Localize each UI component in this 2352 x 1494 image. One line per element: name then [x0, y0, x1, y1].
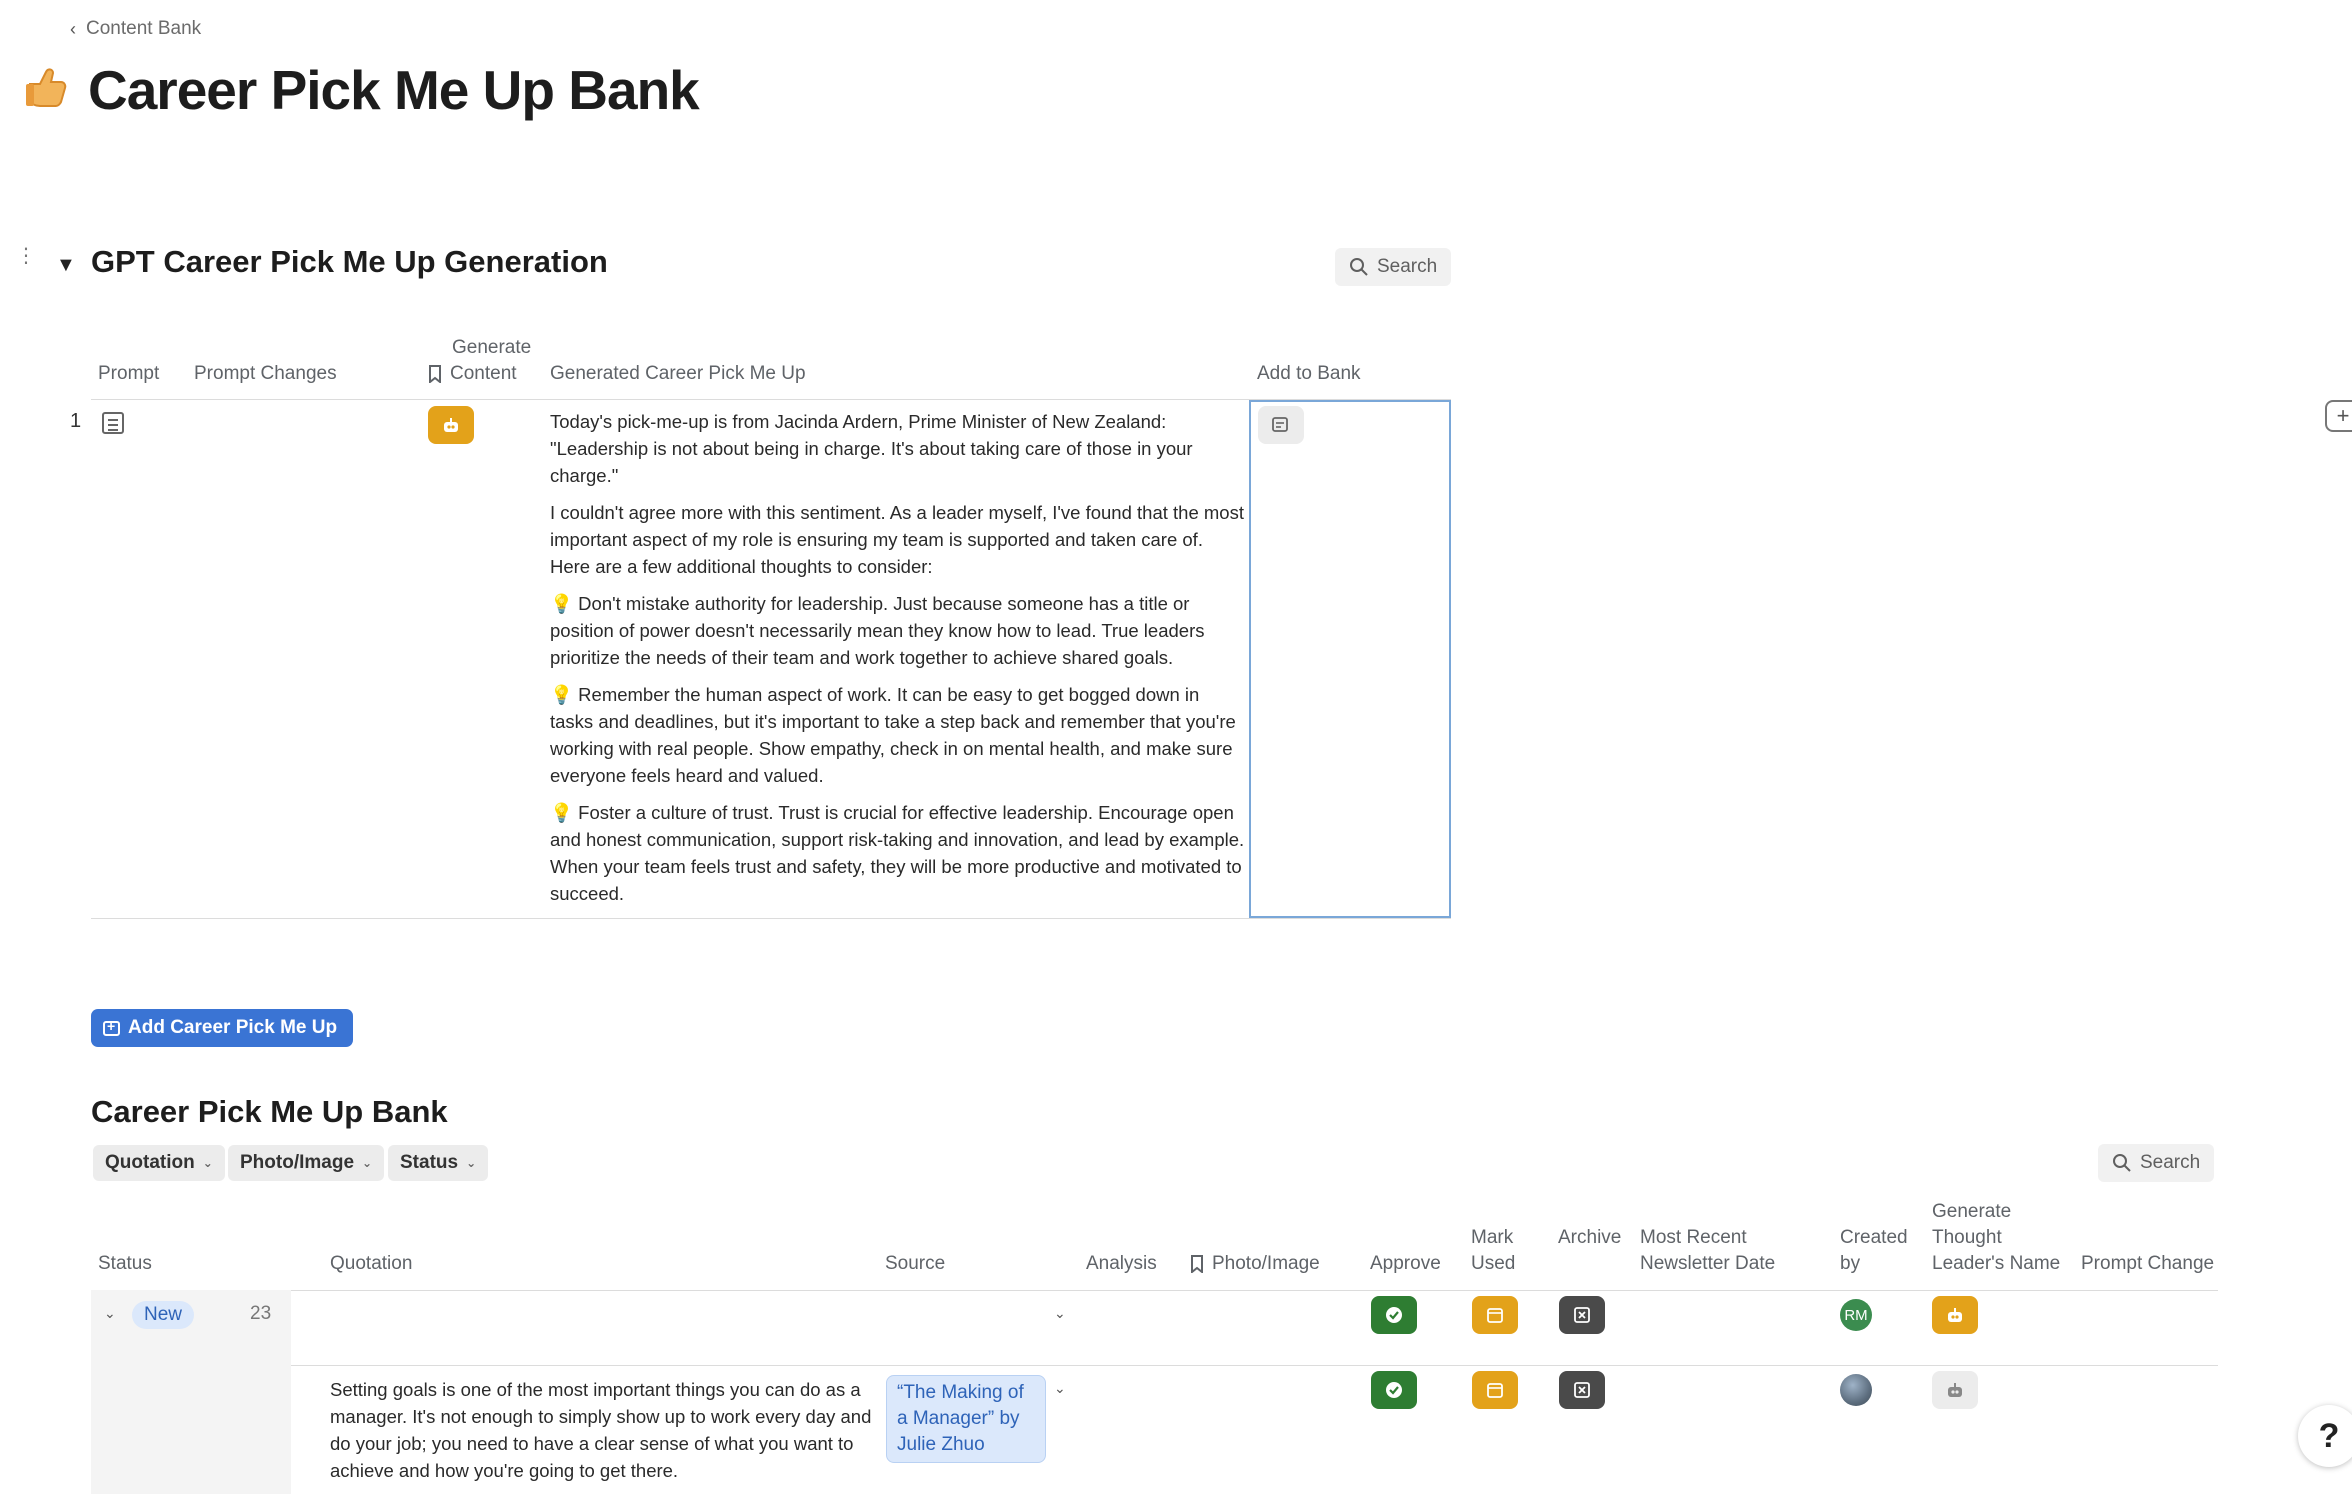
filter-quotation[interactable]: [93, 1145, 225, 1181]
mark-used-button[interactable]: [1472, 1371, 1518, 1409]
column-header-prompt[interactable]: Prompt: [98, 363, 160, 384]
column-header-prompt-change[interactable]: Prompt Change: [2081, 1253, 2215, 1274]
archive-button[interactable]: [1559, 1371, 1605, 1409]
mark-used-button[interactable]: [1472, 1296, 1518, 1334]
filter-photo-image[interactable]: [228, 1145, 384, 1181]
add-to-bank-icon: [1271, 416, 1291, 434]
breadcrumb[interactable]: [70, 18, 201, 40]
column-header-newsletter-2[interactable]: Newsletter Date: [1640, 1253, 1776, 1274]
column-header-generate-3[interactable]: Leader's Name: [1932, 1253, 2061, 1274]
source-dropdown-chevron-icon[interactable]: ⌄: [1054, 1305, 1066, 1321]
column-header-generate-2[interactable]: Thought: [1932, 1227, 2002, 1248]
column-header-photo[interactable]: [1190, 1251, 1320, 1277]
column-header-photo-label: Photo/Image: [1212, 1253, 1320, 1274]
header-divider: [91, 399, 1451, 400]
filter-status[interactable]: [388, 1145, 488, 1181]
bank-title: Career Pick Me Up Bank: [91, 1094, 448, 1129]
generated-paragraph: 💡 Foster a culture of trust. Trust is crucial for effective leadership. Encourage open and honest communication, support risk-taking and innovation, and lead by example. When your team feels trust and safety, they will be more productive and motivated to succeed.: [550, 802, 1245, 904]
search-label: Search: [1377, 256, 1438, 277]
add-button-label: Add Career Pick Me Up: [128, 1017, 338, 1038]
generate-content-button[interactable]: [428, 406, 474, 444]
avatar[interactable]: [1840, 1374, 1872, 1406]
robot-icon: [1945, 1306, 1965, 1324]
approve-button[interactable]: [1371, 1296, 1417, 1334]
calendar-icon: [1485, 1380, 1505, 1400]
column-header-status[interactable]: Status: [98, 1253, 152, 1274]
column-header-add-to-bank[interactable]: Add to Bank: [1257, 363, 1361, 384]
column-header-generated[interactable]: Generated Career Pick Me Up: [550, 363, 806, 384]
breadcrumb-parent[interactable]: Content Bank: [86, 18, 202, 39]
column-header-created-2[interactable]: by: [1840, 1253, 1861, 1274]
generated-pick-me-up-text[interactable]: [550, 408, 1245, 917]
generate-thought-leader-button[interactable]: [1932, 1371, 1978, 1409]
section-title: GPT Career Pick Me Up Generation: [91, 244, 608, 279]
status-badge[interactable]: New: [132, 1301, 194, 1329]
source-dropdown-chevron-icon[interactable]: ⌄: [1054, 1380, 1066, 1396]
search-icon: [1349, 257, 1369, 277]
bookmark-icon: [428, 365, 442, 383]
bank-search-button[interactable]: [2098, 1144, 2214, 1182]
column-header-quotation[interactable]: Quotation: [330, 1253, 413, 1274]
group-count: 23: [250, 1303, 272, 1324]
quotation-cell[interactable]: Setting goals is one of the most important things you can do as a manager. It's not enough to simply show up to work every day and do your job; you need to have a clear sense of what you want to achieve and how you're going to get there.: [330, 1379, 872, 1481]
row-divider: [91, 918, 1451, 919]
add-box-icon: [103, 1021, 120, 1036]
column-header-mark-used-2[interactable]: Used: [1471, 1253, 1516, 1274]
chevron-down-icon: ⌄: [362, 1156, 373, 1170]
approve-button[interactable]: [1371, 1371, 1417, 1409]
generated-paragraph: I couldn't agree more with this sentiment. As a leader myself, I've found that the most important aspect of my role is ensuring my team is supported and taken care of. Here are a few additional thoughts to consider:: [550, 502, 1244, 577]
filter-label: Status: [400, 1152, 459, 1173]
chevron-down-icon: ⌄: [466, 1156, 477, 1170]
archive-button[interactable]: [1559, 1296, 1605, 1334]
avatar[interactable]: RM: [1840, 1299, 1872, 1331]
column-header-prompt-changes[interactable]: Prompt Changes: [194, 363, 337, 384]
close-box-icon: [1572, 1380, 1592, 1400]
search-button[interactable]: [1335, 248, 1451, 286]
verified-check-icon: [1384, 1380, 1404, 1400]
chevron-down-icon: ⌄: [202, 1156, 213, 1170]
add-to-bank-cell-selected[interactable]: [1249, 400, 1451, 918]
add-to-bank-button[interactable]: [1258, 406, 1304, 444]
column-header-mark-used-1[interactable]: Mark: [1471, 1227, 1514, 1248]
close-box-icon: [1572, 1305, 1592, 1325]
generate-thought-leader-button[interactable]: [1932, 1296, 1978, 1334]
row-divider: [291, 1365, 2218, 1366]
filter-label: Quotation: [105, 1152, 195, 1173]
chevron-down-icon[interactable]: ⌄: [104, 1305, 116, 1321]
document-icon[interactable]: [102, 412, 124, 434]
column-header-analysis[interactable]: Analysis: [1086, 1253, 1157, 1274]
filter-label: Photo/Image: [240, 1152, 355, 1173]
column-header-generate-line2: Content: [450, 363, 517, 384]
calendar-icon: [1485, 1305, 1505, 1325]
add-career-pick-me-up-button[interactable]: [91, 1009, 353, 1047]
add-panel-icon[interactable]: +: [2325, 400, 2352, 432]
column-header-generate-line1[interactable]: Generate: [452, 337, 532, 358]
generated-paragraph: 💡 Don't mistake authority for leadership. Just because someone has a title or position of power doesn't necessarily mean they know how to lead. True leaders prioritize the needs of their team and work together to achieve shared goals.: [550, 593, 1205, 668]
column-header-approve[interactable]: Approve: [1370, 1253, 1441, 1274]
generated-paragraph: 💡 Remember the human aspect of work. It can be easy to get bogged down in tasks and deadlines, but it's important to take a step back and remember that you're working with real people. Show empathy, check in on mental health, and make sure everyone feels heard and valued.: [550, 684, 1236, 786]
column-header-newsletter-1[interactable]: Most Recent: [1640, 1227, 1747, 1248]
drag-handle-icon[interactable]: ⋮: [16, 245, 36, 267]
robot-icon: [1945, 1381, 1965, 1399]
help-button[interactable]: ?: [2298, 1405, 2352, 1467]
chevron-left-icon: ‹: [70, 18, 76, 39]
thumbs-up-hand-icon: [22, 62, 70, 110]
row-number: 1: [70, 410, 82, 432]
search-icon: [2112, 1153, 2132, 1173]
bank-header-divider: [291, 1290, 2218, 1291]
column-header-created-1[interactable]: Created: [1840, 1227, 1908, 1248]
verified-check-icon: [1384, 1305, 1404, 1325]
search-label: Search: [2140, 1152, 2201, 1173]
source-chip[interactable]: “The Making of a Manager” by Julie Zhuo: [886, 1375, 1046, 1463]
robot-icon: [441, 416, 461, 434]
generated-paragraph: Today's pick-me-up is from Jacinda Ardern, Prime Minister of New Zealand: "Leadership is not about being in charge. It's about taking care of those in your charge.": [550, 411, 1193, 486]
column-header-generate-content[interactable]: [428, 361, 517, 387]
page-title: Career Pick Me Up Bank: [88, 59, 699, 121]
column-header-source[interactable]: Source: [885, 1253, 946, 1274]
collapse-triangle-icon[interactable]: ▼: [56, 254, 76, 276]
bookmark-icon: [1190, 1255, 1204, 1273]
column-header-generate-1[interactable]: Generate: [1932, 1201, 2012, 1222]
column-header-archive[interactable]: Archive: [1558, 1227, 1622, 1248]
